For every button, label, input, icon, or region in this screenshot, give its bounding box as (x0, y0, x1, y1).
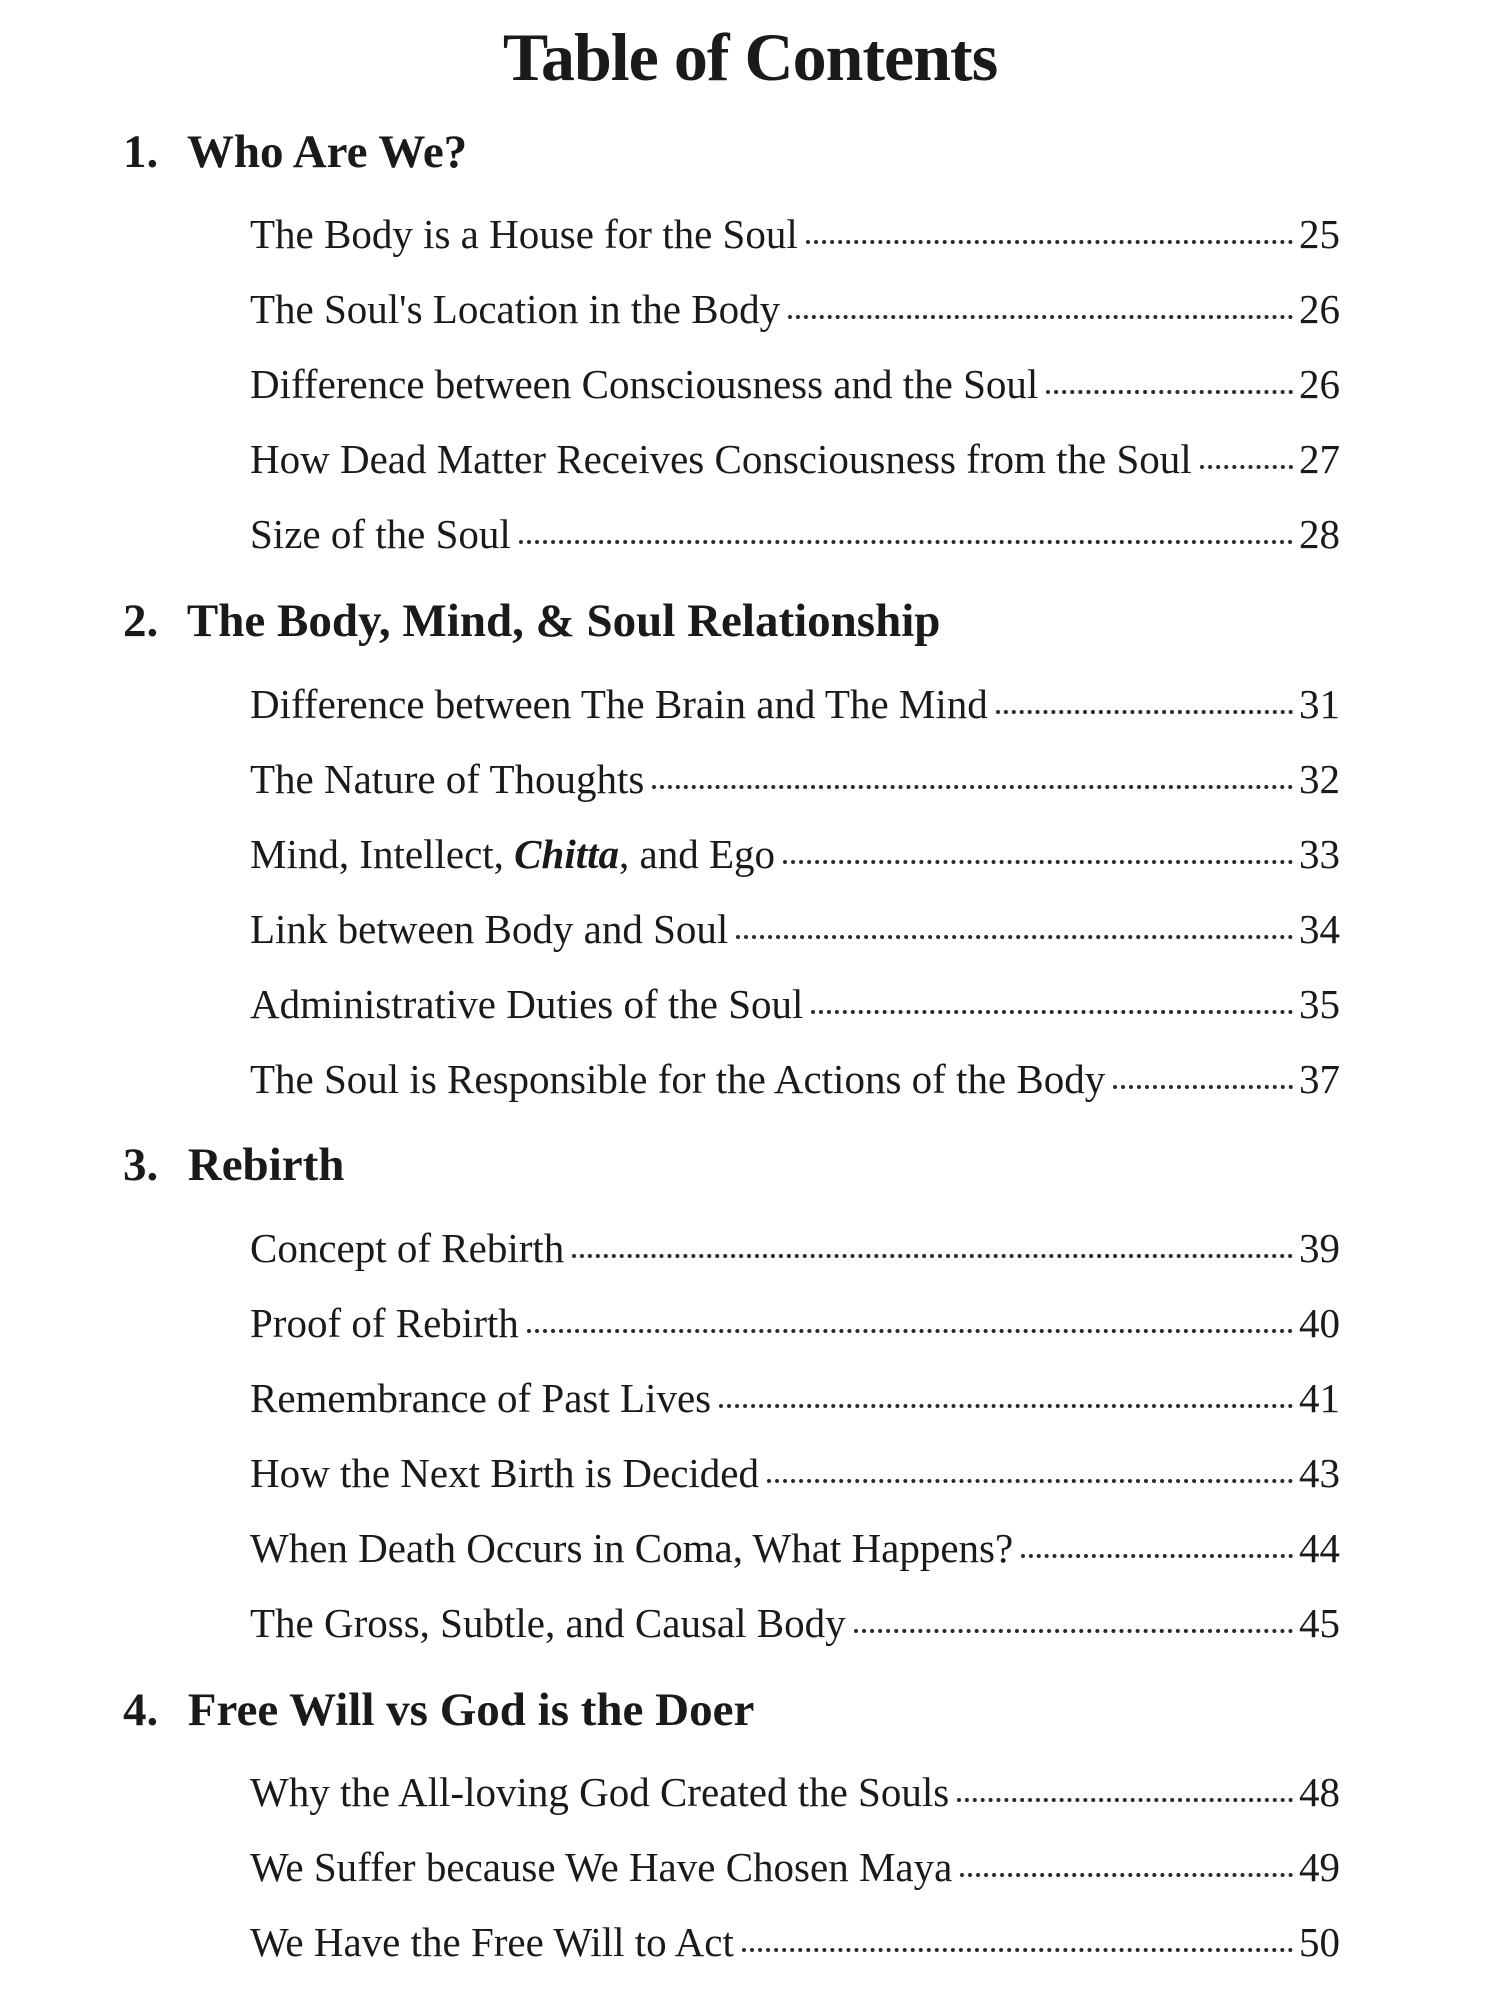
entry-title: We Suffer because We Have Chosen Maya (250, 1844, 953, 1890)
toc-entry[interactable] (250, 1299, 1340, 1355)
entry-page-number: 50 (1299, 1919, 1340, 1965)
entry-title: Administrative Duties of the Soul (250, 981, 804, 1027)
entry-title: Difference between Consciousness and the Soul (250, 361, 1039, 407)
entry-title: When Death Occurs in Coma, What Happens? (250, 1525, 1014, 1571)
entry-page-number: 34 (1299, 906, 1340, 952)
entry-title: The Body is a House for the Soul (250, 211, 798, 257)
dot-leader (652, 785, 1293, 789)
toc-entry[interactable] (250, 755, 1340, 811)
toc-entry[interactable] (250, 210, 1340, 266)
chapter-number: 2. (123, 595, 159, 647)
toc-entry[interactable] (250, 1055, 1340, 1111)
toc-entry[interactable] (250, 1224, 1340, 1280)
chapter-title: The Body, Mind, & Soul Relationship (186, 595, 941, 647)
entry-title (250, 830, 775, 878)
toc-entry[interactable] (250, 1599, 1340, 1655)
entry-page-number: 32 (1299, 756, 1340, 802)
toc-entry[interactable] (250, 905, 1340, 961)
entry-page-number: 37 (1299, 1056, 1340, 1102)
toc-entry[interactable] (250, 360, 1340, 416)
entry-page-number: 49 (1299, 1844, 1340, 1890)
entry-title: The Soul is Responsible for the Actions of the Body (250, 1056, 1106, 1102)
chapter-title: Free Will vs God is the Doer (187, 1684, 755, 1736)
dot-leader (783, 860, 1293, 864)
toc-entry[interactable] (250, 435, 1340, 491)
chapter-heading-4 (123, 1683, 1323, 1737)
chapter-heading-2 (123, 594, 1323, 648)
dot-leader (811, 1010, 1293, 1014)
toc-entry[interactable] (250, 1768, 1340, 1824)
toc-entry[interactable] (250, 510, 1340, 566)
dot-leader (1046, 390, 1293, 394)
dot-leader (519, 540, 1293, 544)
chapter-number: 4. (123, 1684, 159, 1736)
chapter-heading-3 (123, 1138, 1323, 1192)
dot-leader (788, 315, 1293, 319)
entry-title: The Nature of Thoughts (250, 756, 645, 802)
dot-leader (742, 1948, 1293, 1952)
entry-title-part: , and Ego (619, 831, 775, 877)
entry-title-emphasis: Chitta (514, 831, 619, 877)
entry-page-number: 39 (1299, 1225, 1340, 1271)
entry-page-number: 40 (1299, 1300, 1340, 1346)
dot-leader (996, 710, 1293, 714)
entry-title: How Dead Matter Receives Consciousness from the Soul (250, 436, 1192, 482)
dot-leader (527, 1329, 1293, 1333)
page-title: Table of Contents (502, 19, 998, 95)
entry-page-number: 25 (1299, 211, 1340, 257)
dot-leader (806, 240, 1293, 244)
dot-leader (572, 1254, 1293, 1258)
entry-title: Remembrance of Past Lives (250, 1375, 712, 1421)
entry-page-number: 44 (1299, 1525, 1340, 1571)
dot-leader (960, 1873, 1293, 1877)
entry-page-number: 26 (1299, 286, 1340, 332)
toc-entry[interactable] (250, 1843, 1340, 1899)
entry-title: Proof of Rebirth (250, 1300, 519, 1346)
toc-entry[interactable] (250, 830, 1340, 886)
chapter-number: 3. (123, 1139, 159, 1191)
entry-page-number: 26 (1299, 361, 1340, 407)
entry-title-part: Mind, Intellect, (250, 831, 515, 877)
entry-page-number: 28 (1299, 511, 1340, 557)
dot-leader (1021, 1554, 1293, 1558)
dot-leader (1113, 1085, 1293, 1089)
chapter-heading-1 (123, 125, 1323, 179)
chapter-number: 1. (123, 126, 159, 178)
entry-title: Size of the Soul (250, 511, 511, 557)
chapter-title: Who Are We? (186, 126, 468, 178)
toc-entry[interactable] (250, 285, 1340, 341)
dot-leader (1200, 465, 1293, 469)
entry-title: We Have the Free Will to Act (250, 1919, 734, 1965)
entry-title: Difference between The Brain and The Mind (250, 681, 988, 727)
entry-title: How the Next Birth is Decided (250, 1450, 759, 1496)
toc-entry[interactable] (250, 1918, 1340, 1974)
entry-page-number: 41 (1299, 1375, 1340, 1421)
dot-leader (854, 1629, 1293, 1633)
dot-leader (719, 1404, 1293, 1408)
chapter-title: Rebirth (187, 1139, 345, 1191)
dot-leader (767, 1479, 1293, 1483)
entry-page-number: 43 (1299, 1450, 1340, 1496)
entry-page-number: 48 (1299, 1769, 1340, 1815)
entry-page-number: 27 (1299, 436, 1340, 482)
toc-entry[interactable] (250, 980, 1340, 1036)
entry-page-number: 35 (1299, 981, 1340, 1027)
entry-title: Why the All-loving God Created the Souls (250, 1769, 950, 1815)
toc-entry[interactable] (250, 680, 1340, 736)
entry-title: The Gross, Subtle, and Causal Body (250, 1600, 846, 1646)
entry-page-number: 33 (1299, 831, 1340, 877)
dot-leader (736, 935, 1293, 939)
dot-leader (957, 1798, 1293, 1802)
toc-entry[interactable] (250, 1374, 1340, 1430)
toc-entry[interactable] (250, 1449, 1340, 1505)
entry-page-number: 31 (1299, 681, 1340, 727)
entry-title: Concept of Rebirth (250, 1225, 565, 1271)
entry-page-number: 45 (1299, 1600, 1340, 1646)
entry-title: Link between Body and Soul (250, 906, 729, 952)
toc-entry[interactable] (250, 1524, 1340, 1580)
entry-title: The Soul's Location in the Body (250, 286, 781, 332)
